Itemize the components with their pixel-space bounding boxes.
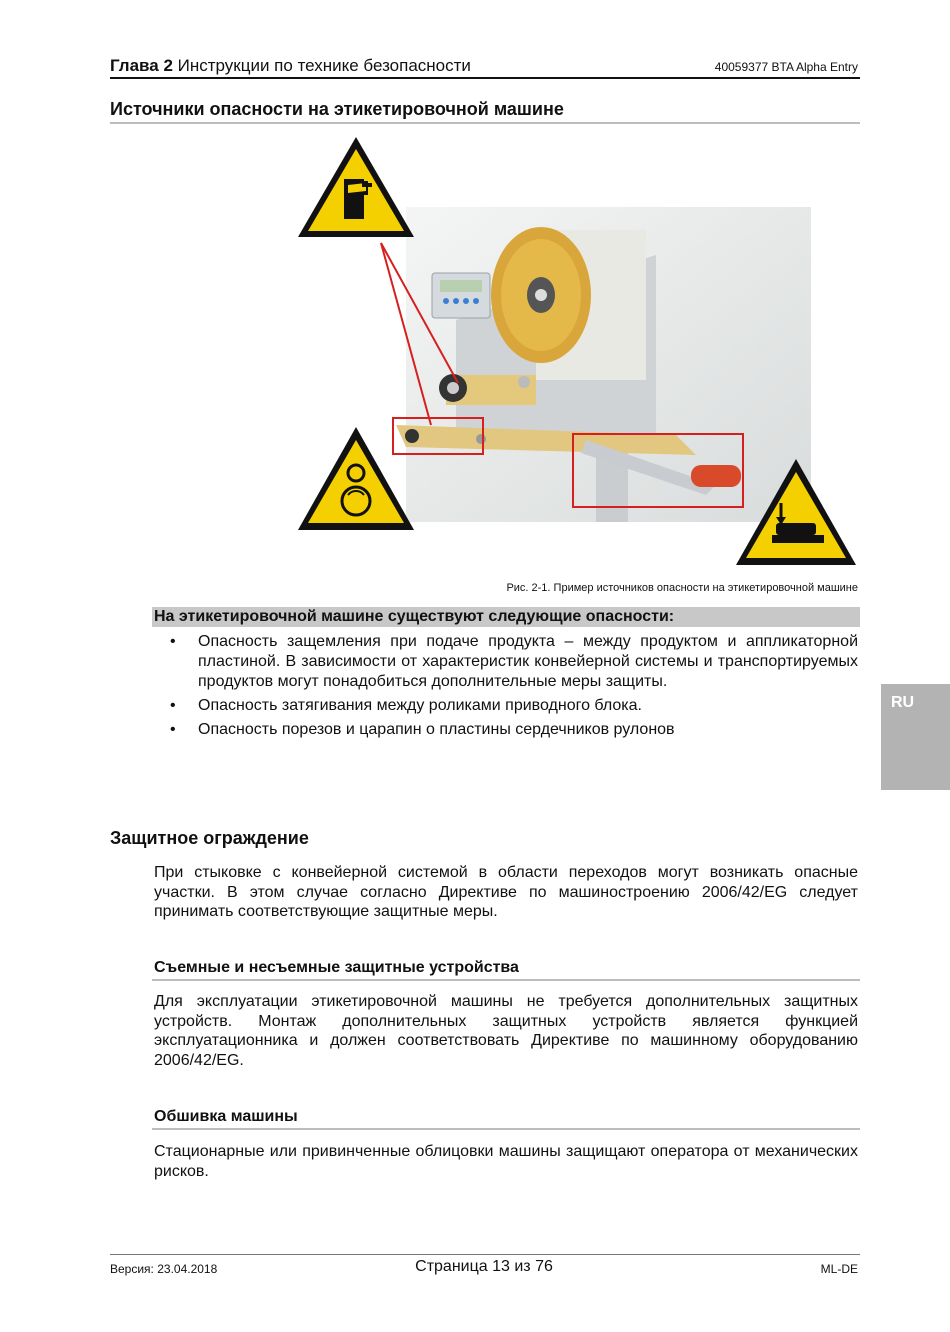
list-item: • Опасность затягивания между роликами приводного блока. bbox=[170, 697, 642, 714]
warning-cut-icon bbox=[298, 137, 414, 237]
hazard-figure bbox=[296, 135, 861, 570]
footer-code: ML-DE bbox=[820, 1262, 858, 1276]
peel-roller bbox=[405, 429, 419, 443]
section-title-hazards: Источники опасности на этикетировочной машине bbox=[110, 99, 564, 119]
covers-text: Стационарные или привинченные облицовки машины защищают оператора от механических рисков. bbox=[154, 1143, 858, 1180]
chapter-label: Глава 2 bbox=[110, 56, 173, 75]
page-number: Страница 13 из 76 bbox=[415, 1258, 553, 1275]
warning-drawing-in-icon bbox=[298, 427, 414, 530]
bullet-icon: • bbox=[170, 633, 176, 650]
subsection-divider bbox=[152, 1128, 860, 1130]
document-id: 40059377 BTA Alpha Entry bbox=[714, 60, 858, 74]
footer-version: Версия: 23.04.2018 bbox=[110, 1262, 218, 1276]
figure-caption: Рис. 2-1. Пример источников опасности на этикетировочной машине bbox=[506, 582, 858, 594]
subsection-title-devices: Съемные и несъемные защитные устройства bbox=[154, 959, 519, 976]
language-tab bbox=[881, 684, 950, 790]
control-display bbox=[432, 273, 490, 318]
guards-intro: При стыковке с конвейерной системой в области переходов могут возникать опасные участки. В этом случае согласно Директиве по машиностроению 2006/42/EG следует принимать соответствующие защитные меры. bbox=[154, 864, 858, 920]
bullet-icon: • bbox=[170, 721, 176, 738]
footer-divider bbox=[110, 1254, 860, 1255]
bullet-icon: • bbox=[170, 697, 176, 714]
list-item: • Опасность защемления при подаче продукта – между продуктом и аппликаторной пластиной. В зависимости от характеристик конвейерной системы и транспортируемых продуктов могут понадобиться дополнительные меры защиты. bbox=[170, 633, 858, 690]
language-tab-label: RU bbox=[891, 694, 915, 711]
section-title-guards: Защитное ограждение bbox=[110, 828, 309, 848]
list-item: • Опасность порезов и царапин о пластины сердечников рулонов bbox=[170, 721, 675, 738]
pressure-roller bbox=[691, 465, 741, 487]
section-divider bbox=[110, 122, 860, 124]
hazards-list bbox=[152, 632, 858, 744]
subsection-divider bbox=[152, 979, 860, 981]
header-divider bbox=[110, 77, 860, 79]
chapter-header bbox=[110, 56, 471, 76]
chapter-title: Инструкции по технике безопасности bbox=[177, 56, 471, 75]
devices-text: Для эксплуатации этикетировочной машины не требуется дополнительных защитных устройств. Монтаж дополнительных защитных устройств является функцией эксплуатационника и должен соответствовать Директиве по машинному оборудованию 2006/42/EG. bbox=[154, 993, 858, 1069]
subsection-title-covers: Обшивка машины bbox=[154, 1108, 298, 1125]
hazards-heading: На этикетировочной машине существуют следующие опасности: bbox=[152, 607, 860, 627]
